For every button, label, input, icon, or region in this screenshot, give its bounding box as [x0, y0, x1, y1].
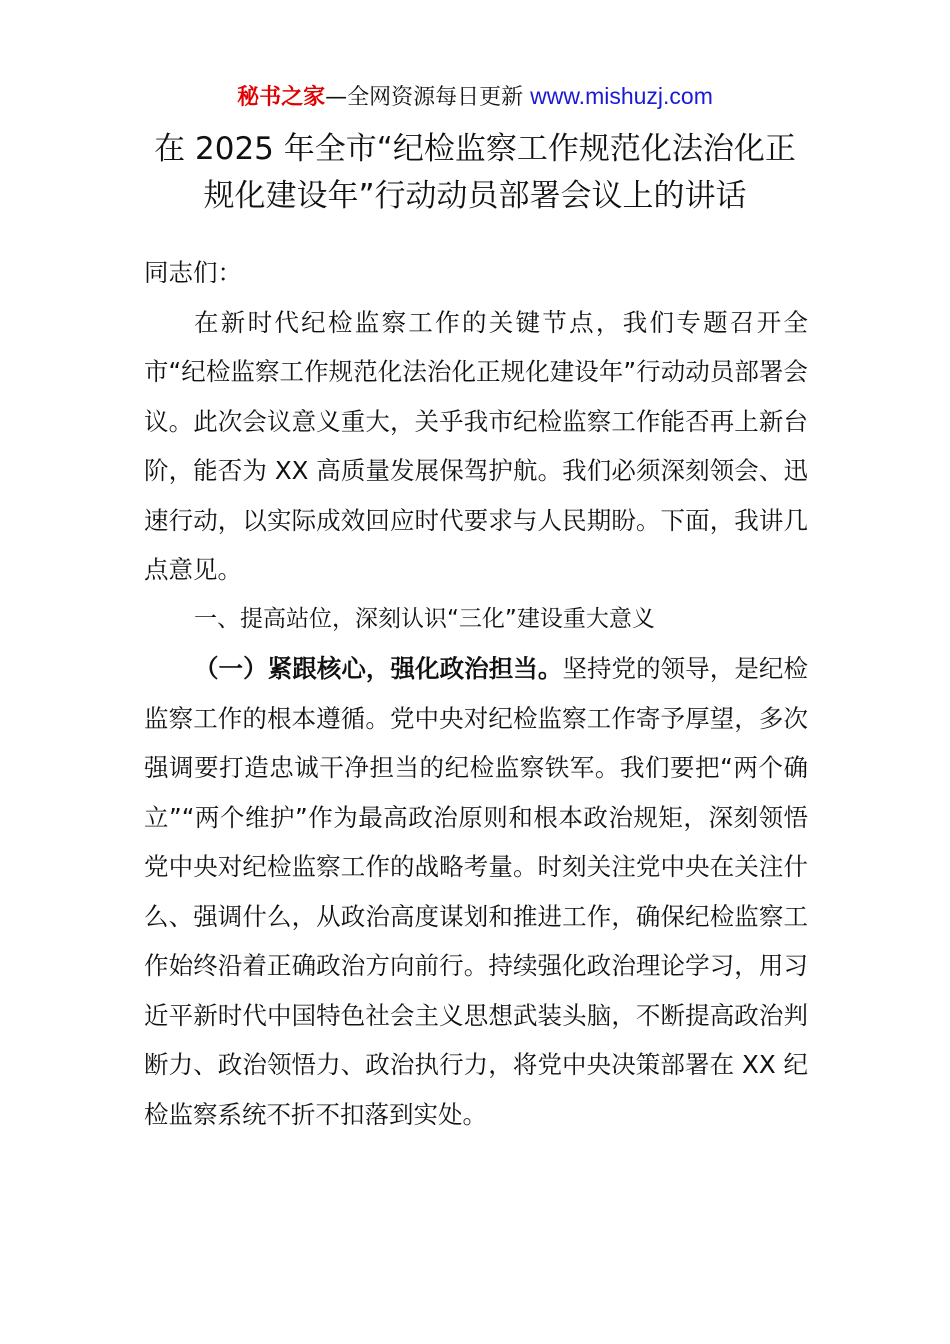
subsection-text-1: 坚持党的领导，是纪检监察工作的根本遵循。党中央对纪检监察工作寄予厚望，多次强调要打造忠诚干净担当的纪检监察铁军。我们要把“两个确立”“两个维护”作为最高政治原则和根本政治规矩，深刻领悟党中央对纪检监察工作的战略考量。时刻关注党中央在关注什么、强调什么，从政治高度谋划和推进工作，确保纪检监察工作始终沿着正确政治方向前行。持续强化政治理论学习，用习近平新时代中国特色社会主义思想武装头脑，不断提高政治判断力、政治领悟力、政治执行力，将党中央决策部署在 XX 纪检监察系统不折不扣落到实处。 — [144, 654, 808, 1129]
site-url-link[interactable]: www.mishuzj.com — [530, 83, 713, 109]
salutation: 同志们： — [144, 258, 242, 287]
section-heading-1: 一、提高站位，深刻认识“三化”建设重大意义 — [194, 605, 655, 632]
site-header — [0, 78, 950, 116]
subsection-title-1: （一）紧跟核心，强化政治担当。 — [194, 654, 563, 683]
brand-name: 秘书之家 — [237, 85, 326, 110]
header-tagline: —全网资源每日更新 — [325, 85, 531, 110]
title-line-1: 在 2025 年全市“纪检监察工作规范化法治化正 — [154, 131, 796, 167]
title-line-2: 规化建设年”行动动员部署会议上的讲话 — [203, 178, 747, 214]
document-title — [120, 126, 830, 220]
document-body — [144, 248, 808, 1139]
subsection-paragraph-1 — [144, 644, 808, 1139]
intro-paragraph: 在新时代纪检监察工作的关键节点，我们专题召开全市“纪检监察工作规范化法治化正规化建设年”行动动员部署会议。此次会议意义重大，关乎我市纪检监察工作能否再上新台阶，能否为 XX 高质量发展保驾护航。我们必须深刻领会、迅速行动，以实际成效回应时代要求与人民期盼。下面，我讲几点意见。 — [144, 307, 808, 584]
